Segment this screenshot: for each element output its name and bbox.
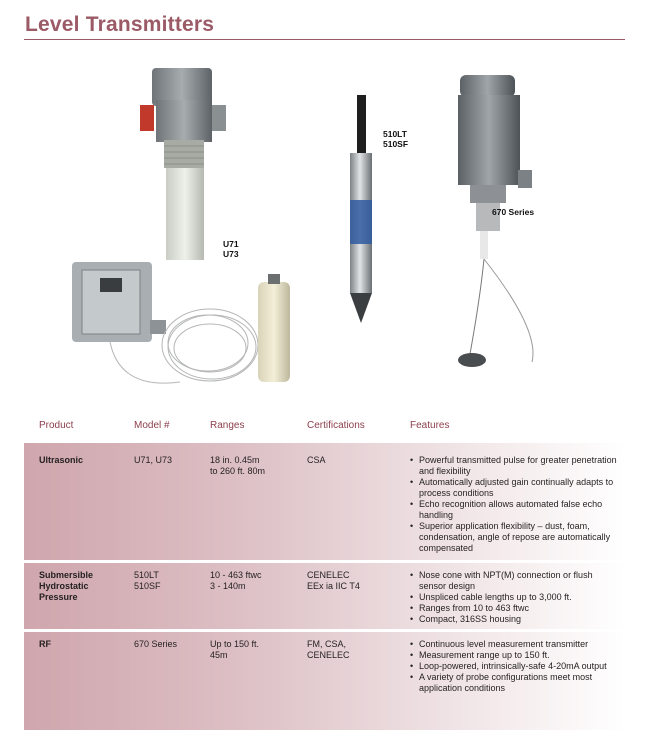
product-name: Submersible Hydrostatic Pressure xyxy=(39,570,94,602)
feature-list xyxy=(410,639,622,694)
feature-item: • Echo recognition allows automated false echo handling xyxy=(410,499,622,521)
670-photo-label xyxy=(492,207,534,217)
feature-item: • Powerful transmitted pulse for greater penetration and flexibility xyxy=(410,455,622,477)
model-number: 670 Series xyxy=(134,639,178,649)
header-certifications: Certifications xyxy=(307,420,365,431)
header-features: Features xyxy=(410,420,450,431)
range-value: Up to 150 ft. 45m xyxy=(210,639,260,660)
670-series-product-photo xyxy=(440,70,550,375)
feature-item: • Nose cone with NPT(M) connection or flush sensor design xyxy=(410,570,622,592)
feature-item: • Continuous level measurement transmitter xyxy=(410,639,622,650)
label-u71: U71 xyxy=(223,239,239,249)
label-670-series: 670 Series xyxy=(492,207,535,217)
u71-u73-photo-label xyxy=(223,239,239,259)
header-ranges: Ranges xyxy=(210,420,245,431)
certification-value: FM, CSA, CENELEC xyxy=(307,639,350,660)
range-value: 18 in. 0.45m to 260 ft. 80m xyxy=(210,455,266,476)
510-pressure-probe-photo xyxy=(335,95,385,325)
label-510sf: 510SF xyxy=(383,139,409,149)
product-name: RF xyxy=(39,639,51,649)
model-number: 510LT 510SF xyxy=(134,570,161,591)
feature-item: • Loop-powered, intrinsically-safe 4-20mA output xyxy=(410,661,622,672)
feature-item: • Measurement range up to 150 ft. xyxy=(410,650,622,661)
product-name: Ultrasonic xyxy=(39,455,84,465)
table-header xyxy=(0,420,661,434)
certification-value: CSA xyxy=(307,455,326,465)
feature-list xyxy=(410,455,622,554)
feature-item: • Superior application flexibility – dust, foam, condensation, angle of repose are automatically compensated xyxy=(410,521,622,554)
header-model: Model # xyxy=(134,420,170,431)
title-rule xyxy=(24,39,625,40)
range-value: 10 - 463 ftwc 3 - 140m xyxy=(210,570,262,591)
feature-item: • Compact, 316SS housing xyxy=(410,614,622,625)
header-product: Product xyxy=(39,420,74,431)
feature-item: • Unspliced cable lengths up to 3,000 ft. xyxy=(410,592,622,603)
feature-item: • A variety of probe configurations meet most application conditions xyxy=(410,672,622,694)
u71-u73-product-photo xyxy=(60,60,310,400)
model-number: U71, U73 xyxy=(134,455,173,465)
page-title: Level Transmitters xyxy=(25,13,215,36)
feature-item: • Ranges from 10 to 463 ftwc xyxy=(410,603,622,614)
feature-list xyxy=(410,570,622,625)
510-photo-label xyxy=(383,129,408,149)
label-u73: U73 xyxy=(223,249,239,259)
feature-item: • Automatically adjusted gain continually adapts to process conditions xyxy=(410,477,622,499)
label-510lt: 510LT xyxy=(383,129,407,139)
certification-value: CENELEC EEx ia IIC T4 xyxy=(307,570,360,591)
